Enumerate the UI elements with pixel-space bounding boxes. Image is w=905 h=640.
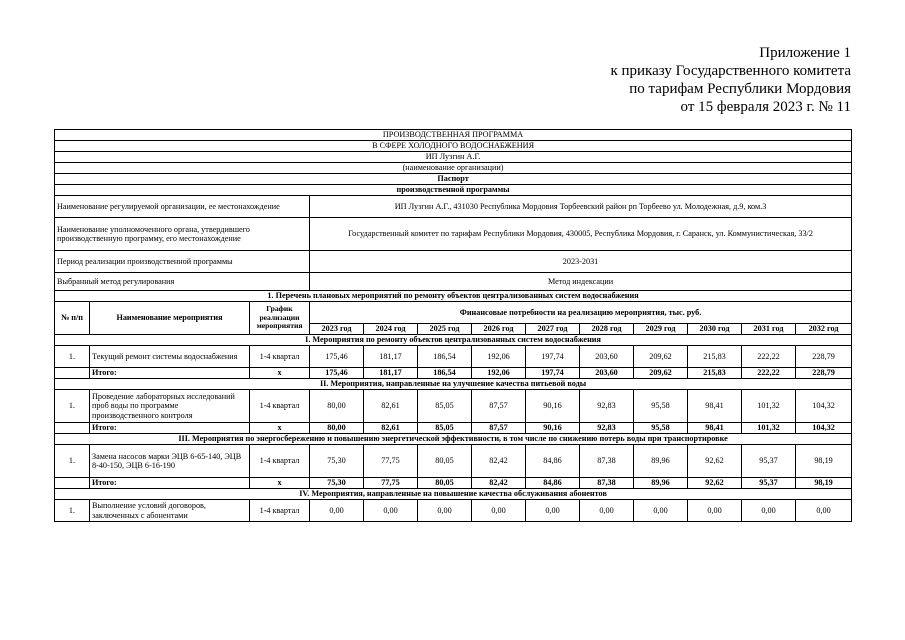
section-title: 1. Перечень плановых мероприятий по ремонту объектов централизованных систем водоснабжения — [55, 291, 852, 302]
passport-row — [55, 218, 852, 251]
year-header: 2029 год — [634, 324, 688, 335]
total-value-cell: 98,41 — [688, 423, 742, 434]
year-header: 2030 год — [688, 324, 742, 335]
total-value-cell: 82,42 — [472, 478, 526, 489]
value-cell: 0,00 — [472, 500, 526, 522]
group-title: II. Мероприятия, направленные на улучшение качества питьевой воды — [55, 379, 852, 390]
total-value-cell: 186,54 — [418, 368, 472, 379]
total-value-cell: 222,22 — [742, 368, 796, 379]
total-value-cell: 92,83 — [580, 423, 634, 434]
total-value-cell: 104,32 — [796, 423, 852, 434]
passport-label: Выбранный метод регулирования — [55, 273, 310, 291]
total-value-cell: 90,16 — [526, 423, 580, 434]
value-cell: 98,41 — [688, 390, 742, 423]
total-empty-cell — [55, 423, 90, 434]
passport-value: Метод индексации — [310, 273, 852, 291]
value-cell: 87,57 — [472, 390, 526, 423]
col-header-schedule: График реализации мероприятия — [250, 302, 310, 335]
value-cell: 0,00 — [688, 500, 742, 522]
program-title: ПРОИЗВОДСТВЕННАЯ ПРОГРАММА — [55, 130, 852, 141]
value-cell: 0,00 — [418, 500, 472, 522]
value-cell: 209,62 — [634, 346, 688, 368]
row-num: 1. — [55, 500, 90, 522]
total-value-cell: 85,05 — [418, 423, 472, 434]
passport-value: ИП Лузгин А.Г., 431030 Республика Мордовия Торбеевский район рп Торбеево ул. Молодежная, д.9, ком.3 — [310, 196, 852, 218]
year-header: 2027 год — [526, 324, 580, 335]
total-label: Итого: — [90, 423, 250, 434]
table-row — [55, 500, 852, 522]
value-cell: 90,16 — [526, 390, 580, 423]
value-cell: 0,00 — [796, 500, 852, 522]
passport-value: 2023-2031 — [310, 251, 852, 273]
value-cell: 82,61 — [364, 390, 418, 423]
total-value-cell: 95,58 — [634, 423, 688, 434]
total-label: Итого: — [90, 368, 250, 379]
total-value-cell: 77,75 — [364, 478, 418, 489]
value-cell: 0,00 — [742, 500, 796, 522]
value-cell: 0,00 — [526, 500, 580, 522]
annex-line: от 15 февраля 2023 г. № 11 — [680, 99, 851, 115]
value-cell: 87,38 — [580, 445, 634, 478]
passport-label: Наименование уполномоченного органа, утвердившего производственную программу, его местонахождение — [55, 218, 310, 251]
row-name: Выполнение условий договоров, заключенных с абонентами — [90, 500, 250, 522]
total-row — [55, 478, 852, 489]
row-schedule: 1-4 квартал — [250, 390, 310, 423]
total-value-cell: 95,37 — [742, 478, 796, 489]
total-label: Итого: — [90, 478, 250, 489]
passport-row — [55, 196, 852, 218]
total-value-cell: 98,19 — [796, 478, 852, 489]
value-cell: 181,17 — [364, 346, 418, 368]
passport-row — [55, 273, 852, 291]
value-cell: 98,19 — [796, 445, 852, 478]
annex-line: по тарифам Республики Мордовия — [629, 81, 851, 97]
value-cell: 228,79 — [796, 346, 852, 368]
annex-header — [610, 44, 851, 116]
value-cell: 222,22 — [742, 346, 796, 368]
year-header: 2032 год — [796, 324, 852, 335]
value-cell: 75,30 — [310, 445, 364, 478]
total-value-cell: 80,05 — [418, 478, 472, 489]
value-cell: 80,05 — [418, 445, 472, 478]
value-cell: 92,83 — [580, 390, 634, 423]
total-value-cell: 87,38 — [580, 478, 634, 489]
value-cell: 175,46 — [310, 346, 364, 368]
group-title: IV. Мероприятия, направленные на повышение качества обслуживания абонентов — [55, 489, 852, 500]
row-schedule: 1-4 квартал — [250, 500, 310, 522]
total-value-cell: 215,83 — [688, 368, 742, 379]
group-title: III. Мероприятия по энергосбережению и повышению энергетической эффективности, в том числе по снижению потерь воды при транспортировке — [55, 434, 852, 445]
row-schedule: 1-4 квартал — [250, 346, 310, 368]
total-value-cell: 87,57 — [472, 423, 526, 434]
value-cell: 104,32 — [796, 390, 852, 423]
year-header: 2023 год — [310, 324, 364, 335]
row-num: 1. — [55, 445, 90, 478]
value-cell: 0,00 — [634, 500, 688, 522]
value-cell: 203,60 — [580, 346, 634, 368]
total-row — [55, 423, 852, 434]
total-value-cell: 175,46 — [310, 368, 364, 379]
passport-subtitle: производственной программы — [55, 185, 852, 196]
value-cell: 0,00 — [310, 500, 364, 522]
total-mark: х — [250, 423, 310, 434]
value-cell: 85,05 — [418, 390, 472, 423]
org-caption: (наименование организации) — [55, 163, 852, 174]
table-row — [55, 390, 852, 423]
table-row — [55, 346, 852, 368]
program-table — [54, 129, 852, 522]
row-num: 1. — [55, 346, 90, 368]
year-header: 2028 год — [580, 324, 634, 335]
program-subtitle: В СФЕРЕ ХОЛОДНОГО ВОДОСНАБЖЕНИЯ — [55, 141, 852, 152]
year-header: 2025 год — [418, 324, 472, 335]
year-header: 2024 год — [364, 324, 418, 335]
total-mark: х — [250, 478, 310, 489]
value-cell: 80,00 — [310, 390, 364, 423]
total-empty-cell — [55, 478, 90, 489]
row-num: 1. — [55, 390, 90, 423]
total-value-cell: 228,79 — [796, 368, 852, 379]
total-value-cell: 209,62 — [634, 368, 688, 379]
annex-line: к приказу Государственного комитета — [610, 63, 851, 79]
table-row — [55, 445, 852, 478]
value-cell: 92,62 — [688, 445, 742, 478]
year-header: 2026 год — [472, 324, 526, 335]
passport-label: Период реализации производственной программы — [55, 251, 310, 273]
total-value-cell: 75,30 — [310, 478, 364, 489]
value-cell: 192,06 — [472, 346, 526, 368]
group-title: I. Мероприятия по ремонту объектов централизованных систем водоснабжения — [55, 335, 852, 346]
total-value-cell: 80,00 — [310, 423, 364, 434]
total-value-cell: 92,62 — [688, 478, 742, 489]
passport-label: Наименование регулируемой организации, ее местонахождение — [55, 196, 310, 218]
row-schedule: 1-4 квартал — [250, 445, 310, 478]
value-cell: 101,32 — [742, 390, 796, 423]
passport-title: Паспорт — [55, 174, 852, 185]
total-value-cell: 181,17 — [364, 368, 418, 379]
row-name: Замена насосов марки ЭЦВ 6-65-140, ЭЦВ 8-40-150, ЭЦВ 6-16-190 — [90, 445, 250, 478]
total-value-cell: 192,06 — [472, 368, 526, 379]
value-cell: 186,54 — [418, 346, 472, 368]
total-row — [55, 368, 852, 379]
total-empty-cell — [55, 368, 90, 379]
total-value-cell: 82,61 — [364, 423, 418, 434]
annex-line: Приложение 1 — [759, 45, 851, 61]
value-cell: 215,83 — [688, 346, 742, 368]
value-cell: 84,86 — [526, 445, 580, 478]
value-cell: 95,37 — [742, 445, 796, 478]
total-value-cell: 203,60 — [580, 368, 634, 379]
total-value-cell: 89,96 — [634, 478, 688, 489]
col-header-name: Наименование мероприятия — [90, 302, 250, 335]
total-value-cell: 84,86 — [526, 478, 580, 489]
col-header-num: № п/п — [55, 302, 90, 335]
total-mark: х — [250, 368, 310, 379]
passport-value: Государственный комитет по тарифам Республики Мордовия, 430005, Республика Мордовия, г. Саранск, ул. Коммунистическая, 33/2 — [310, 218, 852, 251]
org-name: ИП Лузгин А.Г. — [55, 152, 852, 163]
col-header-finance: Финансовые потребности на реализацию мероприятия, тыс. руб. — [310, 302, 852, 324]
value-cell: 0,00 — [364, 500, 418, 522]
value-cell: 77,75 — [364, 445, 418, 478]
value-cell: 82,42 — [472, 445, 526, 478]
value-cell: 89,96 — [634, 445, 688, 478]
year-header: 2031 год — [742, 324, 796, 335]
value-cell: 0,00 — [580, 500, 634, 522]
row-name: Текущий ремонт системы водоснабжения — [90, 346, 250, 368]
row-name: Проведение лабораторных исследований проб воды по программе производственного контроля — [90, 390, 250, 423]
passport-row — [55, 251, 852, 273]
total-value-cell: 197,74 — [526, 368, 580, 379]
total-value-cell: 101,32 — [742, 423, 796, 434]
value-cell: 95,58 — [634, 390, 688, 423]
value-cell: 197,74 — [526, 346, 580, 368]
